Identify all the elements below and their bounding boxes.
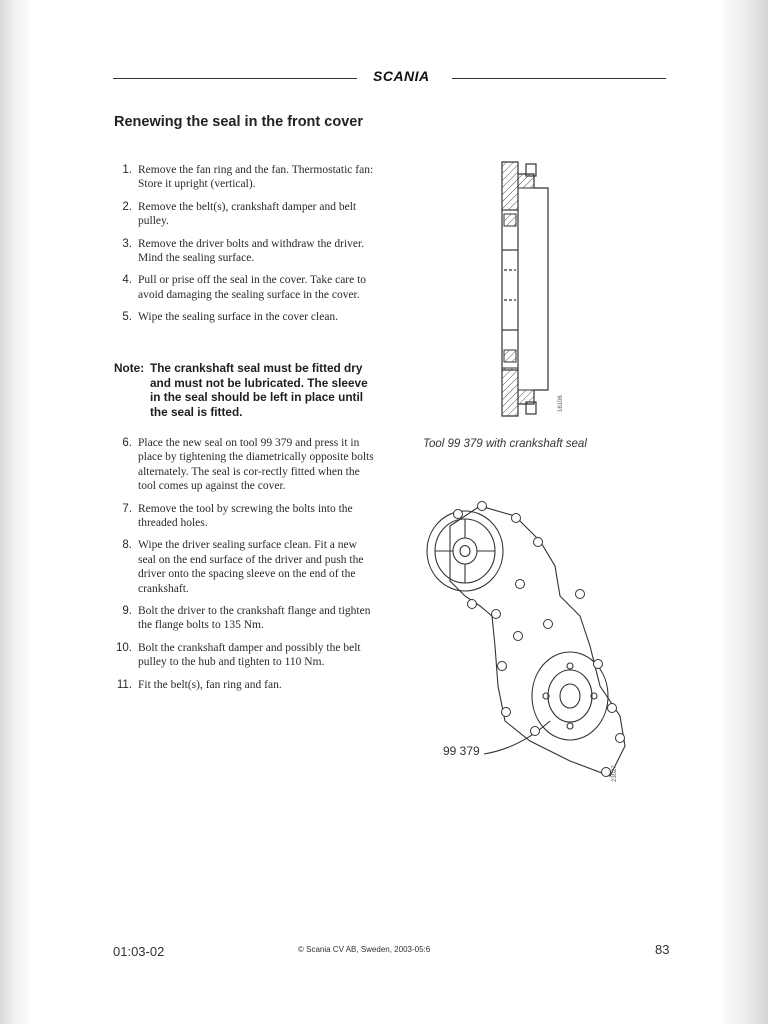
step-text: Remove the belt(s), crankshaft damper and belt pulley. (138, 200, 357, 228)
step-item (112, 678, 374, 692)
step-text: Pull or prise off the seal in the cover. Take care to avoid damaging the sealing surface in the cover. (138, 274, 367, 301)
steps-list-first (112, 163, 374, 333)
note-block (114, 361, 376, 419)
step-item (112, 538, 374, 596)
figure-code-top: 16106 (558, 395, 564, 412)
step-text: Wipe the sealing surface in the cover clean. (138, 311, 339, 324)
step-item (112, 237, 374, 266)
brand-logo: SCANIA (373, 68, 430, 84)
step-number: 9. (122, 605, 132, 618)
footer-copyright: © Scania CV AB, Sweden, 2003-05:6 (298, 945, 431, 954)
step-text: Remove the driver bolts and withdraw the driver. Mind the sealing surface. (138, 237, 365, 265)
step-number: 2. (122, 200, 132, 213)
note-text: The crankshaft seal must be fitted dry and must not be lubricated. The sleeve in the seal should be left in place until the seal is fitted. (150, 361, 368, 419)
step-item (112, 310, 374, 324)
header-rule-left (113, 78, 357, 79)
step-item (112, 502, 374, 531)
step-text: Bolt the driver to the crankshaft flange and tighten the flange bolts to 135 Nm. (138, 605, 371, 632)
step-item (112, 641, 374, 670)
step-item (112, 436, 374, 494)
step-number: 8. (122, 539, 132, 552)
step-number: 1. (122, 164, 132, 176)
footer-section-code: 01:03-02 (113, 944, 165, 959)
step-number: 5. (122, 311, 132, 324)
steps-list-second (112, 436, 374, 700)
note-label: Note: (114, 361, 145, 375)
figure-caption: Tool 99 379 with crankshaft seal (423, 438, 587, 450)
figure-code-bottom: 23027 (612, 765, 618, 782)
step-number: 6. (122, 437, 132, 449)
step-number: 3. (122, 237, 132, 250)
front-cover-with-tool-figure (420, 486, 640, 786)
step-number: 4. (122, 274, 132, 287)
step-text: Bolt the crankshaft damper and possibly the belt pulley to the hub and tighten to 110 Nm. (138, 641, 361, 669)
header-rule-right (452, 78, 666, 79)
scan-edge-left (0, 0, 28, 1024)
scan-edge-right (724, 0, 768, 1024)
step-number: 11. (116, 678, 132, 691)
step-text: Remove the tool by screwing the bolts into the threaded holes. (138, 502, 353, 530)
step-item (112, 273, 374, 302)
footer-page-number: 83 (655, 942, 670, 957)
step-text: Remove the fan ring and the fan. Thermostatic fan: Store it upright (vertical). (138, 164, 374, 191)
step-number: 7. (122, 502, 132, 515)
step-text: Fit the belt(s), fan ring and fan. (138, 678, 282, 691)
step-number: 10. (116, 641, 132, 654)
tool-label: 99 379 (443, 744, 480, 758)
step-text: Wipe the driver sealing surface clean. Fit a new seal on the end surface of the driver and push the driver onto the spacing sleeve on the end of the crankshaft. (138, 539, 364, 595)
step-item (112, 163, 374, 192)
page-title: Renewing the seal in the front cover (114, 114, 363, 130)
step-text: Place the new seal on tool 99 379 and press it in place by tightening the diametrically opposite bolts alternately. The seal is cor-rectly fitted when the tool comes up against the cover. (138, 437, 374, 493)
step-item (112, 604, 374, 633)
step-item (112, 200, 374, 229)
seal-tool-cross-section-figure (490, 150, 560, 430)
